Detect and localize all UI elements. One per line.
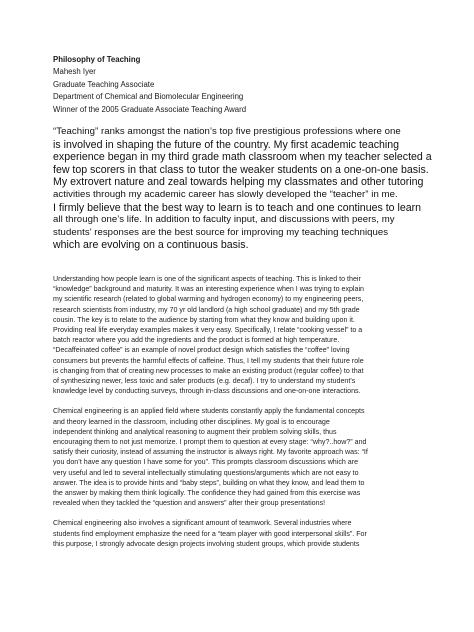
- intro-line: all through one’s life. In addition to faculty input, and discussions with peers, my: [53, 214, 395, 226]
- intro-line: activities through my academic career has slowly developed the “teacher” in me.: [53, 189, 398, 200]
- paragraph-line: consumers but prevents the harmful effects of caffeine. Thus, I tell my students that their future role: [53, 356, 364, 365]
- paragraph-line: students find employment emphasize the need for a “team player with good interpersonal skills”. For: [53, 529, 367, 538]
- intro-line: is involved in shaping the future of the country. My first academic teaching: [53, 138, 400, 151]
- paragraph-teamwork: [53, 518, 422, 549]
- paragraph-line: Providing real life everyday examples makes it very easy. Specifically, I relate “cooking vessel” to a: [53, 325, 363, 334]
- author-role: Graduate Teaching Associate: [53, 79, 155, 89]
- author-name: Mahesh Iyer: [53, 67, 96, 77]
- author-header: [53, 54, 422, 116]
- paragraph-line: this purpose, I strongly advocate design projects involving student groups, which provide students: [53, 539, 360, 548]
- intro-line: experience began in my third grade math classroom when my teacher selected a: [53, 151, 432, 164]
- document-title: Philosophy of Teaching: [53, 55, 141, 64]
- paragraph-line: of synthesizing newer, less toxic and safer products (e.g. decaf). I try to understand my student’s: [53, 377, 356, 385]
- paragraph-line: encouraging them to not just memorize. I prompt them to question at every stage: “why?..how?” and: [53, 438, 367, 447]
- paragraph-line: my scientific research (related to global warming and hydrogen economy) to my engineering peers,: [53, 295, 364, 304]
- paragraph-line: the answer by making them think logically. The confidence they had gained from this exercise was: [53, 489, 361, 498]
- author-department: Department of Chemical and Biomolecular Engineering: [53, 92, 244, 102]
- paragraph-learning: [53, 274, 422, 396]
- paragraph-line: cousin. The key is to relate to the audience by starting from what they know and building upon it.: [53, 315, 355, 324]
- paragraph-line: “knowledge” background and maturity. It was an interesting experience when I was trying to explain: [53, 285, 364, 294]
- intro-line: I firmly believe that the best way to learn is to teach and one continues to learn: [53, 201, 422, 214]
- paragraph-line: batch reactor where you add the ingredients and the product is formed at high temperature.: [53, 336, 340, 345]
- paragraph-line: satisfy their curiosity, instead of assuming the instructor is always right. My favorite approach was: “If: [53, 448, 368, 457]
- paragraph-line: and theory learned in the classroom, including other disciplines. My goal is to encourage: [53, 417, 330, 426]
- paragraph-applied-field: [53, 406, 422, 508]
- intro-line: few top scorers in that class to tutor the weaker students on a one-on-one basis.: [53, 163, 429, 176]
- intro-statement: [53, 126, 432, 252]
- intro-line: which are evolving on a continuous basis.: [53, 239, 249, 252]
- paragraph-line: Chemical engineering is an applied field where students constantly apply the fundamental concepts: [53, 407, 365, 416]
- paragraph-line: Chemical engineering also involves a significant amount of teamwork. Several industries where: [53, 519, 352, 528]
- paragraph-line: Understanding how people learn is one of the significant aspects of teaching. This is linked to their: [53, 274, 361, 283]
- paragraph-line: is changing from that of creating new processes to make an existing product (regular coffee) to that: [53, 366, 364, 375]
- paragraph-line: revealed when they tackled the “question and answers” after their group presentations!: [53, 499, 326, 508]
- paragraph-line: you don’t have any question I have some for you”. This prompts classroom discussions which are: [53, 458, 359, 467]
- author-award: Winner of the 2005 Graduate Associate Teaching Award: [53, 104, 247, 114]
- intro-line: My extrovert nature and zeal towards helping my classmates and other tutoring: [53, 176, 424, 189]
- intro-line: “Teaching” ranks amongst the nation’s top five prestigious professions where one: [53, 126, 401, 138]
- intro-line: students’ responses are the best source for improving my teaching techniques: [53, 226, 389, 238]
- paragraph-line: answer. The idea is to provide hints and “baby steps”, building on what they know, and lead them to: [53, 478, 365, 487]
- paragraph-line: knowledge level by conducting surveys, through in-class discussions and one-on-one interactions.: [53, 387, 361, 396]
- paragraph-line: independent thinking and analytical reasoning to augment their problem solving skills, thus: [53, 427, 337, 436]
- paragraph-line: very useful and led to several intellectually stimulating questions/arguments which are not easy to: [53, 468, 359, 477]
- paragraph-line: research scientists from industry, my 70 yr old landlord (a high school graduate) and my 5th grade: [53, 305, 360, 314]
- paragraph-line: “Decaffeinated coffee” is an example of novel product design which satisfies the “coffee” loving: [53, 346, 350, 355]
